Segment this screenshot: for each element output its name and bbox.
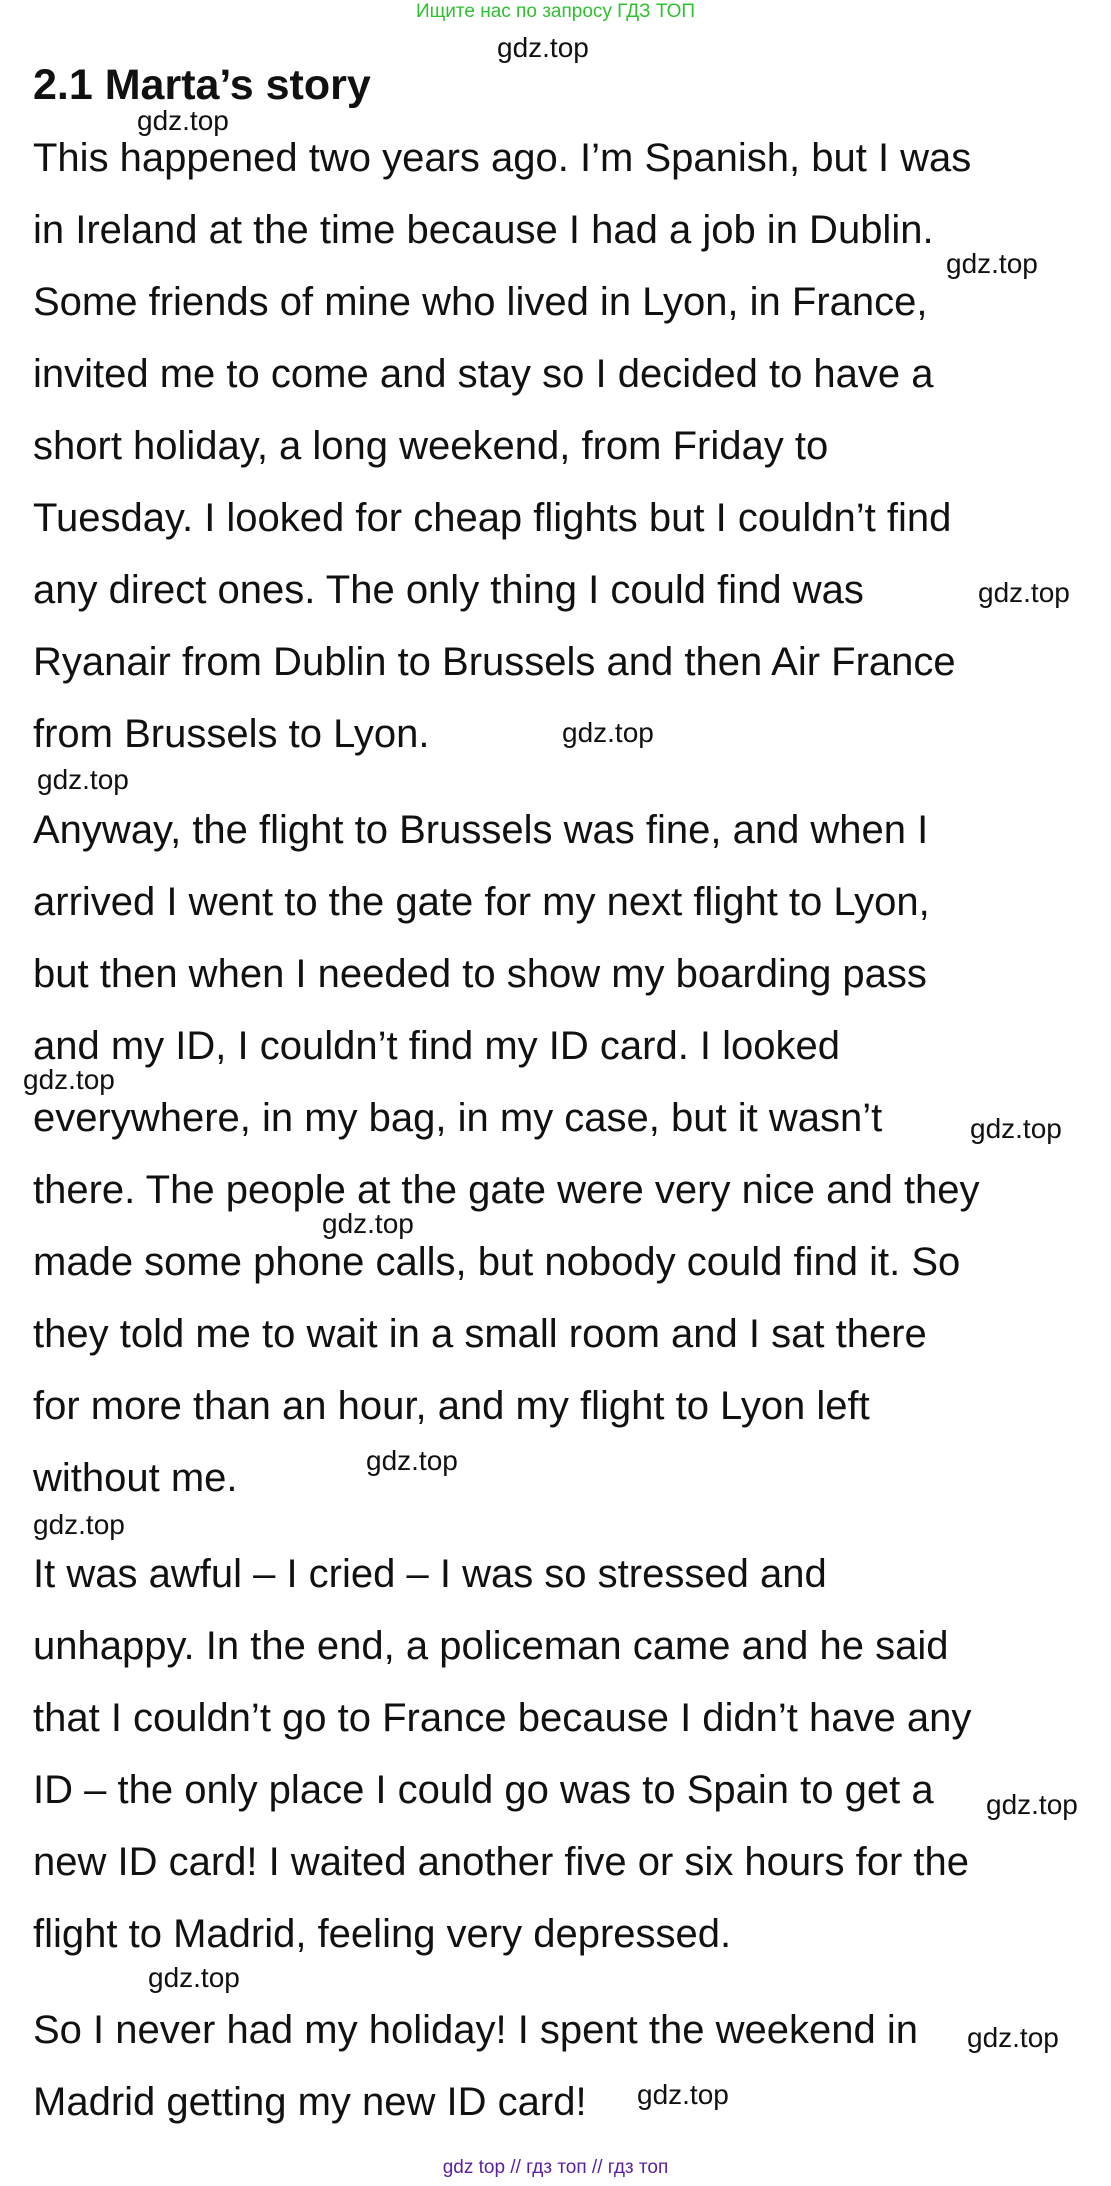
page-title: 2.1 Marta’s story xyxy=(33,61,371,109)
text-line: made some phone calls, but nobody could find it. So xyxy=(33,1240,961,1284)
watermark: gdz.top xyxy=(148,1962,240,1993)
watermark: gdz.top xyxy=(497,32,589,63)
watermark: gdz.top xyxy=(23,1064,115,1095)
story-paragraph-1 xyxy=(33,122,1073,770)
text-line: they told me to wait in a small room and I sat there xyxy=(33,1312,927,1356)
watermark: gdz.top xyxy=(970,1113,1062,1144)
text-line: everywhere, in my bag, in my case, but it wasn’t xyxy=(33,1096,883,1140)
text-line: without me. xyxy=(33,1456,238,1500)
text-line: Ryanair from Dublin to Brussels and then Air France xyxy=(33,640,956,684)
text-line: in Ireland at the time because I had a job in Dublin. xyxy=(33,208,934,252)
text-line: any direct ones. The only thing I could find was xyxy=(33,568,864,612)
text-line: for more than an hour, and my flight to Lyon left xyxy=(33,1384,870,1428)
watermark: gdz.top xyxy=(978,577,1070,608)
watermark: gdz.top xyxy=(562,717,654,748)
text-line: that I couldn’t go to France because I didn’t have any xyxy=(33,1696,972,1740)
story-paragraph-2 xyxy=(33,794,1073,1514)
text-line: new ID card! I waited another five or six hours for the xyxy=(33,1840,969,1884)
watermark: gdz.top xyxy=(366,1445,458,1476)
text-line: short holiday, a long weekend, from Friday to xyxy=(33,424,829,468)
text-line: invited me to come and stay so I decided to have a xyxy=(33,352,934,396)
story-paragraph-4 xyxy=(33,1994,1073,2138)
watermark: gdz.top xyxy=(637,2079,729,2110)
story-paragraph-3 xyxy=(33,1538,1073,1970)
text-line: flight to Madrid, feeling very depressed. xyxy=(33,1912,732,1956)
watermark: gdz.top xyxy=(37,764,129,795)
text-line: Anyway, the flight to Brussels was fine, and when I xyxy=(33,808,929,852)
watermark: gdz.top xyxy=(137,105,229,136)
text-line: from Brussels to Lyon. xyxy=(33,712,430,756)
watermark: gdz.top xyxy=(322,1208,414,1239)
text-line: arrived I went to the gate for my next flight to Lyon, xyxy=(33,880,930,924)
text-line: unhappy. In the end, a policeman came and he said xyxy=(33,1624,949,1668)
watermark: gdz.top xyxy=(33,1509,125,1540)
text-line: Tuesday. I looked for cheap flights but I couldn’t find xyxy=(33,496,952,540)
text-line: there. The people at the gate were very nice and they xyxy=(33,1168,980,1212)
text-line: but then when I needed to show my boarding pass xyxy=(33,952,927,996)
text-line: ID – the only place I could go was to Spain to get a xyxy=(33,1768,934,1812)
text-line: and my ID, I couldn’t find my ID card. I looked xyxy=(33,1024,841,1068)
watermark: gdz.top xyxy=(986,1789,1078,1820)
text-line: So I never had my holiday! I spent the weekend in xyxy=(33,2008,918,2052)
text-line: This happened two years ago. I’m Spanish, but I was xyxy=(33,136,972,180)
watermark: gdz.top xyxy=(967,2022,1059,2053)
watermark: gdz.top xyxy=(946,248,1038,279)
text-line: Some friends of mine who lived in Lyon, in France, xyxy=(33,280,928,324)
text-line: It was awful – I cried – I was so stressed and xyxy=(33,1552,827,1596)
text-line: Madrid getting my new ID card! xyxy=(33,2080,587,2124)
top-banner[interactable]: Ищите нас по запросу ГДЗ ТОП xyxy=(415,1,696,22)
footer-links[interactable]: gdz top // гдз топ // гдз топ xyxy=(442,2157,669,2178)
